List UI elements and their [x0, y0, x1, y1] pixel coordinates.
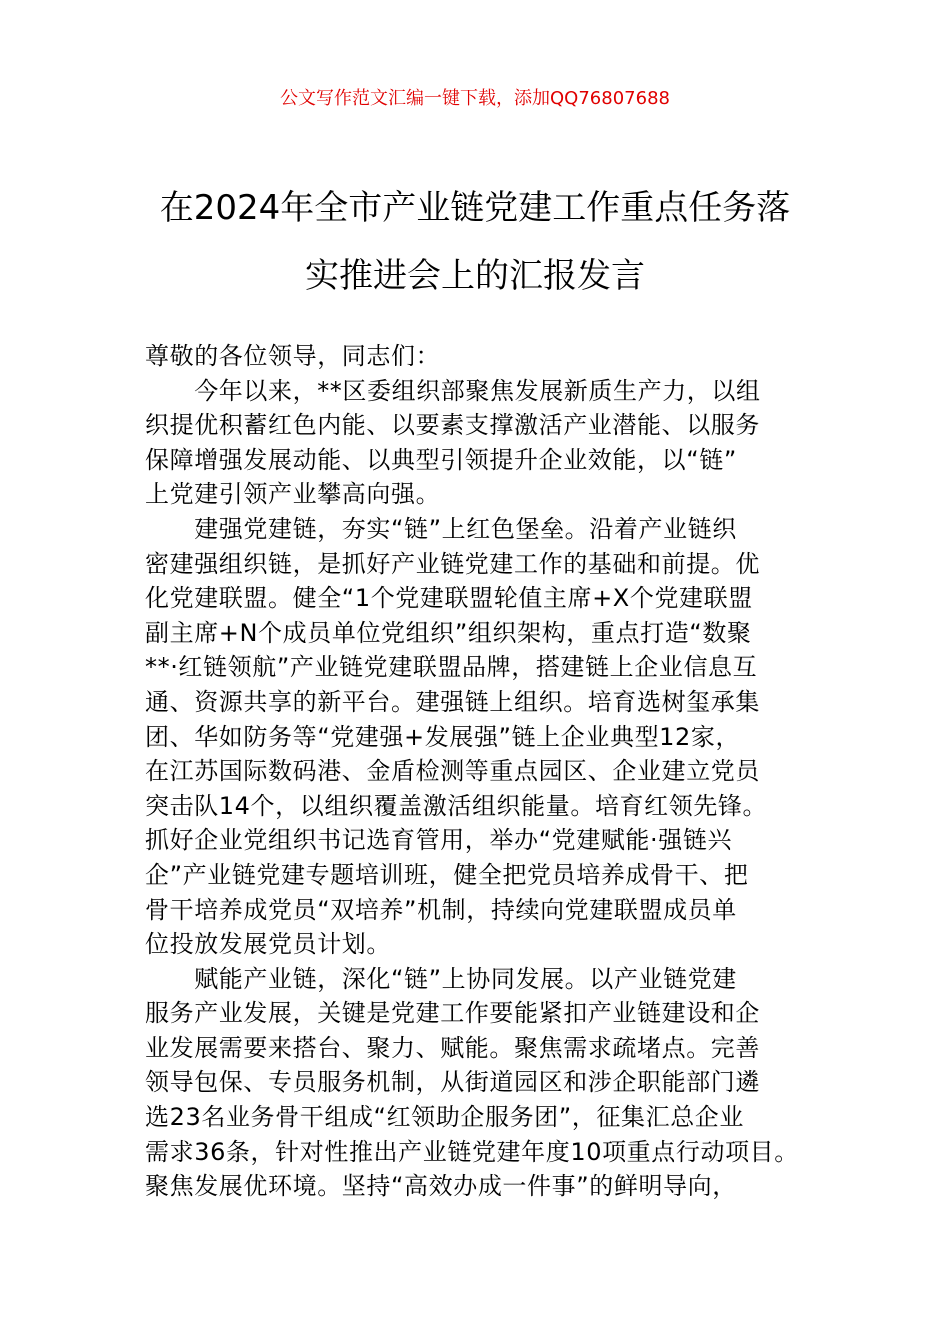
- body-text-line: 密建强组织链，是抓好产业链党建工作的基础和前提。优: [145, 549, 760, 578]
- body-text-line: 在江苏国际数码港、金盾检测等重点园区、企业建立党员: [145, 757, 760, 786]
- body-text-line: 尊敬的各位领导，同志们：: [145, 342, 441, 370]
- body-text-line: 位投放发展党员计划。: [145, 930, 391, 959]
- body-text-line: **·红链领航”产业链党建联盟品牌，搭建链上企业信息互: [145, 653, 758, 682]
- body-text-line: 织提优积蓄红色内能、以要素支撑激活产业潜能、以服务: [145, 411, 760, 440]
- body-text-line: 建强党建链，夯实“链”上红色堡垒。沿着产业链织: [145, 514, 737, 543]
- document-title-line-1: 在2024年全市产业链党建工作重点任务落: [159, 188, 791, 228]
- body-text-line: 抓好企业党组织书记选育管用，举办“党建赋能·强链兴: [145, 826, 733, 855]
- body-text-line: 突击队14个，以组织覆盖激活组织能量。培育红领先锋。: [145, 791, 768, 820]
- body-text-line: 需求36条，针对性推出产业链党建年度10项重点行动项目。: [145, 1137, 799, 1166]
- body-text-line: 聚焦发展优环境。坚持“高效办成一件事”的鲜明导向，: [145, 1172, 737, 1201]
- body-text-line: 企”产业链党建专题培训班，健全把党员培养成骨干、把: [145, 860, 749, 889]
- download-banner: 公文写作范文汇编一键下载，添加QQ76807688: [280, 88, 670, 109]
- body-text-line: 今年以来，**区委组织部聚焦发展新质生产力，以组: [145, 376, 761, 405]
- body-text-line: 领导包保、专员服务机制，从街道园区和涉企职能部门遴: [145, 1068, 760, 1097]
- body-text-line: 副主席+N个成员单位党组织”组织架构，重点打造“数聚: [145, 618, 752, 647]
- body-text-line: 化党建联盟。健全“1个党建联盟轮值主席+X个党建联盟: [145, 584, 753, 613]
- body-text-line: 赋能产业链，深化“链”上协同发展。以产业链党建: [145, 964, 737, 993]
- body-text-line: 业发展需要来搭台、聚力、赋能。聚焦需求疏堵点。完善: [145, 1033, 760, 1062]
- document-body: [145, 339, 825, 1204]
- body-text-line: 上党建引领产业攀高向强。: [145, 480, 441, 509]
- body-text-line: 保障增强发展动能、以典型引领提升企业效能，以“链”: [145, 445, 737, 474]
- body-text-line: 选23名业务骨干组成“红领助企服务团”，征集汇总企业: [145, 1103, 745, 1132]
- document-title-line-2: 实推进会上的汇报发言: [305, 256, 645, 296]
- body-text-line: 团、华如防务等“党建强+发展强”链上企业典型12家，: [145, 722, 741, 751]
- body-text-line: 骨干培养成党员“双培养”机制，持续向党建联盟成员单: [145, 895, 737, 924]
- body-text-line: 通、资源共享的新平台。建强链上组织。培育选树玺承集: [145, 687, 760, 716]
- body-text-line: 服务产业发展，关键是党建工作要能紧扣产业链建设和企: [145, 999, 760, 1028]
